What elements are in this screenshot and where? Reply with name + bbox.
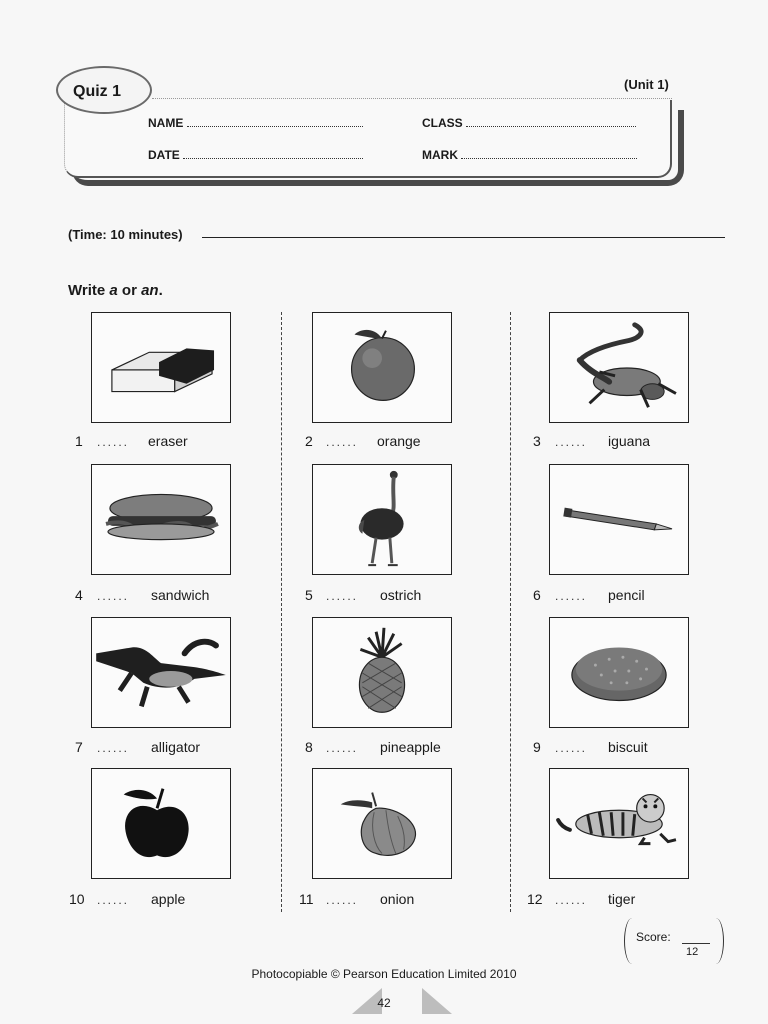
item-word: tiger <box>608 891 636 907</box>
answer-blank[interactable]: ...... <box>555 589 588 603</box>
copyright-notice: Photocopiable © Pearson Education Limited 2010 <box>251 967 517 981</box>
page-number: 42 <box>377 996 391 1010</box>
item-number: 9 <box>533 739 541 755</box>
instruction-a: a <box>109 282 118 299</box>
header-box <box>64 100 672 178</box>
item-number: 3 <box>533 433 541 449</box>
sandwich-icon <box>92 465 230 574</box>
onion-icon <box>313 769 451 878</box>
picture-tiger <box>549 768 689 879</box>
answer-blank[interactable]: ...... <box>326 589 359 603</box>
item-number: 1 <box>75 433 83 449</box>
item-number: 11 <box>299 891 314 907</box>
date-label: DATE <box>148 148 180 162</box>
class-label: CLASS <box>422 116 463 130</box>
name-field[interactable] <box>148 116 363 130</box>
item-word: eraser <box>148 433 188 449</box>
answer-blank[interactable]: ...... <box>97 893 130 907</box>
name-blank[interactable] <box>187 116 363 127</box>
pencil-icon <box>550 465 688 574</box>
answer-blank[interactable]: ...... <box>326 741 359 755</box>
instruction-prefix: Write <box>68 282 110 299</box>
item-number: 7 <box>75 739 83 755</box>
item-word: sandwich <box>151 587 210 603</box>
picture-orange <box>312 312 452 423</box>
item-word: orange <box>377 433 421 449</box>
score-box <box>624 918 724 968</box>
mark-field[interactable] <box>422 148 637 162</box>
item-word: biscuit <box>608 739 648 755</box>
tiger-icon <box>550 769 688 878</box>
picture-alligator <box>91 617 231 728</box>
apple-icon <box>92 769 230 878</box>
picture-pencil <box>549 464 689 575</box>
quiz-title: Quiz 1 <box>73 83 122 100</box>
biscuit-icon <box>550 618 688 727</box>
picture-iguana <box>549 312 689 423</box>
picture-sandwich <box>91 464 231 575</box>
picture-apple <box>91 768 231 879</box>
header-dotted-rule <box>152 98 672 99</box>
answer-blank[interactable]: ...... <box>555 741 588 755</box>
item-word: alligator <box>151 739 201 755</box>
alligator-icon <box>92 618 230 727</box>
item-word: onion <box>380 891 415 907</box>
item-number: 2 <box>305 433 313 449</box>
answer-blank[interactable]: ...... <box>97 589 130 603</box>
item-number: 12 <box>527 891 543 907</box>
item-word: ostrich <box>380 587 422 603</box>
column-separator <box>281 312 282 912</box>
score-total: 12 <box>686 946 699 958</box>
column-separator <box>510 312 511 912</box>
time-rule <box>202 237 725 238</box>
answer-blank[interactable]: ...... <box>555 435 588 449</box>
date-blank[interactable] <box>183 148 363 159</box>
instruction-period: . <box>158 282 163 299</box>
mark-blank[interactable] <box>461 148 637 159</box>
score-label: Score: <box>636 930 671 944</box>
item-number: 4 <box>75 587 83 603</box>
answer-blank[interactable]: ...... <box>555 893 588 907</box>
orange-icon <box>313 313 451 422</box>
score-paren-right <box>708 918 724 964</box>
mark-label: MARK <box>422 148 458 162</box>
item-number: 10 <box>69 891 85 907</box>
unit-label: (Unit 1) <box>624 77 669 92</box>
ostrich-icon <box>313 465 451 574</box>
item-word: iguana <box>608 433 651 449</box>
picture-pineapple <box>312 617 452 728</box>
picture-onion <box>312 768 452 879</box>
eraser-icon <box>92 313 230 422</box>
answer-blank[interactable]: ...... <box>326 435 359 449</box>
iguana-icon <box>550 313 688 422</box>
item-number: 8 <box>305 739 313 755</box>
date-field[interactable] <box>148 148 363 162</box>
answer-blank[interactable]: ...... <box>97 435 130 449</box>
time-limit: (Time: 10 minutes) <box>68 227 183 242</box>
class-blank[interactable] <box>466 116 636 127</box>
picture-eraser <box>91 312 231 423</box>
item-word: pencil <box>608 587 645 603</box>
answer-blank[interactable]: ...... <box>97 741 130 755</box>
picture-ostrich <box>312 464 452 575</box>
instruction <box>68 282 163 299</box>
answer-blank[interactable]: ...... <box>326 893 359 907</box>
class-field[interactable] <box>422 116 636 130</box>
instruction-or: or <box>117 282 142 299</box>
item-word: apple <box>151 891 186 907</box>
pineapple-icon <box>313 618 451 727</box>
item-word: pineapple <box>380 739 441 755</box>
instruction-an: an <box>141 282 159 299</box>
name-label: NAME <box>148 116 184 130</box>
item-number: 6 <box>533 587 541 603</box>
score-fraction-line[interactable] <box>682 943 710 944</box>
item-number: 5 <box>305 587 313 603</box>
picture-biscuit <box>549 617 689 728</box>
